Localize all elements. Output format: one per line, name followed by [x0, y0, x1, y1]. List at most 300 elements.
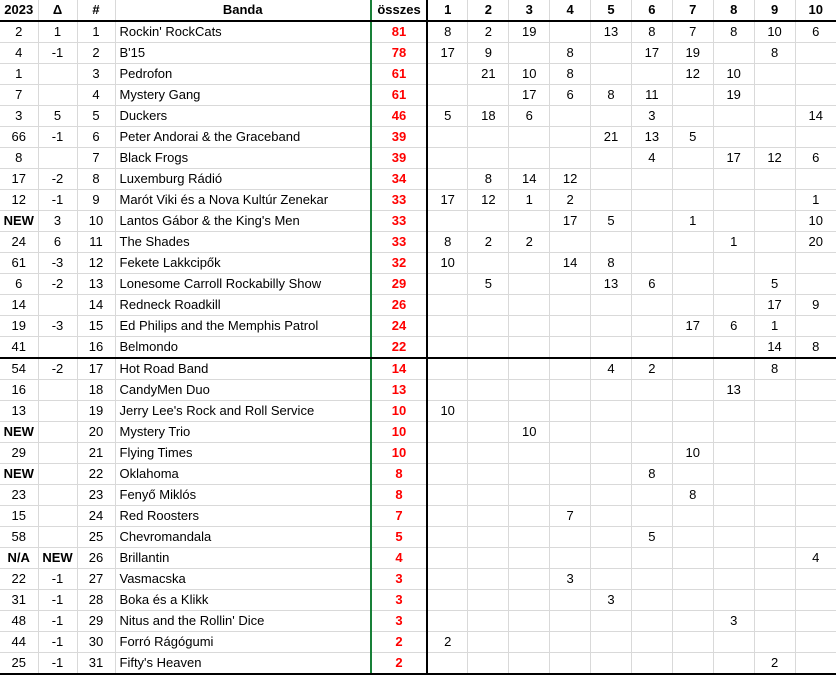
total-points-cell[interactable]: 14 [371, 358, 427, 380]
month-column-header[interactable]: 6 [631, 0, 672, 21]
delta-cell[interactable] [38, 422, 77, 443]
month-points-cell[interactable] [427, 127, 468, 148]
month-points-cell[interactable] [672, 590, 713, 611]
total-points-cell[interactable]: 5 [371, 527, 427, 548]
month-points-cell[interactable] [509, 148, 550, 169]
delta-cell[interactable] [38, 464, 77, 485]
month-points-cell[interactable]: 8 [713, 21, 754, 43]
month-points-cell[interactable] [631, 485, 672, 506]
month-column-header[interactable]: 1 [427, 0, 468, 21]
month-points-cell[interactable] [591, 548, 632, 569]
month-points-cell[interactable] [550, 422, 591, 443]
total-points-cell[interactable]: 33 [371, 190, 427, 211]
month-column-header[interactable]: 10 [795, 0, 836, 21]
month-points-cell[interactable] [427, 590, 468, 611]
month-points-cell[interactable] [427, 527, 468, 548]
month-points-cell[interactable] [591, 443, 632, 464]
total-points-cell[interactable]: 3 [371, 569, 427, 590]
prev-year-rank-cell[interactable]: NEW [0, 422, 38, 443]
month-points-cell[interactable] [713, 295, 754, 316]
prev-year-rank-cell[interactable]: 48 [0, 611, 38, 632]
month-points-cell[interactable]: 10 [509, 64, 550, 85]
month-points-cell[interactable] [468, 337, 509, 359]
month-points-cell[interactable] [713, 274, 754, 295]
month-points-cell[interactable]: 17 [509, 85, 550, 106]
month-points-cell[interactable] [509, 527, 550, 548]
delta-cell[interactable] [38, 527, 77, 548]
month-points-cell[interactable] [591, 295, 632, 316]
delta-cell[interactable]: -1 [38, 611, 77, 632]
month-points-cell[interactable] [427, 211, 468, 232]
month-points-cell[interactable] [468, 85, 509, 106]
month-points-cell[interactable] [550, 106, 591, 127]
month-points-cell[interactable]: 10 [427, 253, 468, 274]
month-points-cell[interactable] [713, 590, 754, 611]
month-points-cell[interactable] [713, 106, 754, 127]
delta-cell[interactable] [38, 401, 77, 422]
month-points-cell[interactable]: 8 [631, 464, 672, 485]
month-points-cell[interactable] [509, 443, 550, 464]
month-points-cell[interactable] [550, 611, 591, 632]
month-points-cell[interactable]: 18 [468, 106, 509, 127]
month-points-cell[interactable] [754, 422, 795, 443]
rank-cell[interactable]: 26 [77, 548, 115, 569]
month-points-cell[interactable] [631, 169, 672, 190]
prev-year-rank-cell[interactable]: 1 [0, 64, 38, 85]
prev-year-rank-cell[interactable]: 23 [0, 485, 38, 506]
month-points-cell[interactable] [468, 316, 509, 337]
month-points-cell[interactable]: 2 [427, 632, 468, 653]
delta-cell[interactable]: 6 [38, 232, 77, 253]
rank-cell[interactable]: 25 [77, 527, 115, 548]
month-points-cell[interactable] [427, 169, 468, 190]
total-points-cell[interactable]: 10 [371, 401, 427, 422]
rank-cell[interactable]: 7 [77, 148, 115, 169]
total-points-cell[interactable]: 7 [371, 506, 427, 527]
prev-year-rank-cell[interactable]: 31 [0, 590, 38, 611]
prev-year-rank-cell[interactable]: 6 [0, 274, 38, 295]
month-points-cell[interactable]: 21 [468, 64, 509, 85]
month-points-cell[interactable] [427, 295, 468, 316]
month-points-cell[interactable] [509, 569, 550, 590]
month-points-cell[interactable] [631, 632, 672, 653]
month-points-cell[interactable] [591, 169, 632, 190]
delta-cell[interactable]: -1 [38, 190, 77, 211]
month-points-cell[interactable] [672, 632, 713, 653]
total-points-cell[interactable]: 26 [371, 295, 427, 316]
total-points-cell[interactable]: 2 [371, 632, 427, 653]
month-points-cell[interactable] [427, 422, 468, 443]
month-points-cell[interactable] [795, 169, 836, 190]
month-points-cell[interactable] [754, 127, 795, 148]
month-points-cell[interactable] [795, 485, 836, 506]
total-points-cell[interactable]: 81 [371, 21, 427, 43]
month-points-cell[interactable]: 1 [672, 211, 713, 232]
month-points-cell[interactable]: 17 [427, 190, 468, 211]
month-points-cell[interactable] [631, 611, 672, 632]
month-points-cell[interactable]: 14 [754, 337, 795, 359]
month-points-cell[interactable] [550, 127, 591, 148]
band-name-cell[interactable]: Marót Viki és a Nova Kultúr Zenekar [115, 190, 371, 211]
delta-cell[interactable] [38, 380, 77, 401]
month-points-cell[interactable] [672, 401, 713, 422]
month-points-cell[interactable]: 8 [550, 64, 591, 85]
month-points-cell[interactable]: 17 [427, 43, 468, 64]
month-points-cell[interactable] [427, 85, 468, 106]
prev-year-rank-cell[interactable]: 3 [0, 106, 38, 127]
prev-year-rank-cell[interactable]: 16 [0, 380, 38, 401]
delta-cell[interactable]: -1 [38, 569, 77, 590]
rank-cell[interactable]: 11 [77, 232, 115, 253]
month-points-cell[interactable] [713, 464, 754, 485]
month-points-cell[interactable] [631, 506, 672, 527]
prev-year-rank-cell[interactable]: 8 [0, 148, 38, 169]
month-points-cell[interactable] [713, 337, 754, 359]
delta-cell[interactable]: 3 [38, 211, 77, 232]
month-points-cell[interactable]: 12 [754, 148, 795, 169]
month-points-cell[interactable] [631, 253, 672, 274]
month-points-cell[interactable] [795, 590, 836, 611]
month-points-cell[interactable] [509, 548, 550, 569]
band-name-cell[interactable]: Forró Rágógumi [115, 632, 371, 653]
month-points-cell[interactable] [427, 569, 468, 590]
prev-year-rank-cell[interactable]: 22 [0, 569, 38, 590]
delta-cell[interactable]: -1 [38, 127, 77, 148]
rank-cell[interactable]: 1 [77, 21, 115, 43]
month-points-cell[interactable] [672, 148, 713, 169]
month-points-cell[interactable] [509, 211, 550, 232]
rank-cell[interactable]: 18 [77, 380, 115, 401]
month-points-cell[interactable]: 5 [631, 527, 672, 548]
month-points-cell[interactable] [631, 295, 672, 316]
month-points-cell[interactable] [631, 232, 672, 253]
delta-cell[interactable]: -1 [38, 590, 77, 611]
month-points-cell[interactable]: 5 [591, 211, 632, 232]
total-points-cell[interactable]: 29 [371, 274, 427, 295]
month-points-cell[interactable] [754, 464, 795, 485]
month-points-cell[interactable] [672, 232, 713, 253]
month-points-cell[interactable]: 10 [672, 443, 713, 464]
month-points-cell[interactable]: 8 [550, 43, 591, 64]
month-points-cell[interactable] [550, 443, 591, 464]
prev-year-rank-cell[interactable]: 58 [0, 527, 38, 548]
month-points-cell[interactable]: 3 [591, 590, 632, 611]
year-column-header[interactable]: 2023 [0, 0, 38, 21]
month-points-cell[interactable] [795, 464, 836, 485]
month-points-cell[interactable] [509, 274, 550, 295]
month-points-cell[interactable] [672, 169, 713, 190]
month-points-cell[interactable]: 2 [754, 653, 795, 675]
prev-year-rank-cell[interactable]: 66 [0, 127, 38, 148]
month-points-cell[interactable]: 21 [591, 127, 632, 148]
band-name-cell[interactable]: Mystery Gang [115, 85, 371, 106]
month-points-cell[interactable] [795, 506, 836, 527]
total-points-cell[interactable]: 46 [371, 106, 427, 127]
month-points-cell[interactable] [468, 148, 509, 169]
month-points-cell[interactable] [550, 401, 591, 422]
rank-cell[interactable]: 29 [77, 611, 115, 632]
total-points-cell[interactable]: 39 [371, 127, 427, 148]
month-points-cell[interactable] [631, 590, 672, 611]
month-points-cell[interactable] [591, 106, 632, 127]
delta-cell[interactable] [38, 85, 77, 106]
month-points-cell[interactable]: 8 [591, 253, 632, 274]
month-points-cell[interactable] [713, 485, 754, 506]
rank-cell[interactable]: 6 [77, 127, 115, 148]
band-name-cell[interactable]: Fifty's Heaven [115, 653, 371, 675]
month-points-cell[interactable] [672, 358, 713, 380]
month-points-cell[interactable] [591, 527, 632, 548]
month-points-cell[interactable] [795, 611, 836, 632]
month-points-cell[interactable] [672, 527, 713, 548]
rank-cell[interactable]: 3 [77, 64, 115, 85]
month-points-cell[interactable] [427, 485, 468, 506]
month-points-cell[interactable] [754, 401, 795, 422]
month-points-cell[interactable] [795, 653, 836, 675]
month-points-cell[interactable] [672, 569, 713, 590]
month-points-cell[interactable] [468, 422, 509, 443]
month-points-cell[interactable] [591, 43, 632, 64]
delta-column-header[interactable]: Δ [38, 0, 77, 21]
rank-cell[interactable]: 23 [77, 485, 115, 506]
band-name-cell[interactable]: Brillantin [115, 548, 371, 569]
total-points-cell[interactable]: 33 [371, 232, 427, 253]
month-points-cell[interactable] [468, 464, 509, 485]
rank-cell[interactable]: 21 [77, 443, 115, 464]
month-points-cell[interactable] [468, 548, 509, 569]
month-points-cell[interactable] [713, 527, 754, 548]
month-points-cell[interactable]: 2 [468, 232, 509, 253]
total-points-cell[interactable]: 10 [371, 443, 427, 464]
total-points-cell[interactable]: 33 [371, 211, 427, 232]
band-name-cell[interactable]: Peter Andorai & the Graceband [115, 127, 371, 148]
delta-cell[interactable]: -2 [38, 274, 77, 295]
month-points-cell[interactable]: 17 [631, 43, 672, 64]
month-points-cell[interactable]: 6 [795, 21, 836, 43]
prev-year-rank-cell[interactable]: 13 [0, 401, 38, 422]
month-points-cell[interactable] [672, 274, 713, 295]
rank-cell[interactable]: 30 [77, 632, 115, 653]
month-points-cell[interactable] [550, 295, 591, 316]
month-points-cell[interactable] [550, 653, 591, 675]
delta-cell[interactable]: 1 [38, 21, 77, 43]
band-column-header[interactable]: Banda [115, 0, 371, 21]
band-name-cell[interactable]: Luxemburg Rádió [115, 169, 371, 190]
month-points-cell[interactable]: 13 [631, 127, 672, 148]
prev-year-rank-cell[interactable]: 29 [0, 443, 38, 464]
band-name-cell[interactable]: Chevromandala [115, 527, 371, 548]
month-points-cell[interactable] [754, 506, 795, 527]
month-points-cell[interactable] [468, 632, 509, 653]
month-points-cell[interactable]: 10 [795, 211, 836, 232]
band-name-cell[interactable]: Fenyő Miklós [115, 485, 371, 506]
month-column-header[interactable]: 7 [672, 0, 713, 21]
prev-year-rank-cell[interactable]: 12 [0, 190, 38, 211]
month-points-cell[interactable] [509, 485, 550, 506]
month-points-cell[interactable] [591, 380, 632, 401]
prev-year-rank-cell[interactable]: 14 [0, 295, 38, 316]
month-points-cell[interactable] [795, 569, 836, 590]
delta-cell[interactable]: NEW [38, 548, 77, 569]
delta-cell[interactable]: -2 [38, 169, 77, 190]
month-points-cell[interactable]: 8 [795, 337, 836, 359]
delta-cell[interactable]: -3 [38, 253, 77, 274]
month-points-cell[interactable] [591, 337, 632, 359]
month-points-cell[interactable]: 1 [713, 232, 754, 253]
month-points-cell[interactable]: 7 [672, 21, 713, 43]
month-points-cell[interactable]: 6 [713, 316, 754, 337]
month-points-cell[interactable] [468, 127, 509, 148]
month-points-cell[interactable] [468, 401, 509, 422]
band-name-cell[interactable]: Boka és a Klikk [115, 590, 371, 611]
prev-year-rank-cell[interactable]: 7 [0, 85, 38, 106]
delta-cell[interactable]: -2 [38, 358, 77, 380]
month-points-cell[interactable] [509, 43, 550, 64]
month-points-cell[interactable] [754, 169, 795, 190]
month-points-cell[interactable] [427, 316, 468, 337]
month-points-cell[interactable] [754, 632, 795, 653]
band-name-cell[interactable]: Nitus and the Rollin' Dice [115, 611, 371, 632]
month-points-cell[interactable]: 8 [754, 43, 795, 64]
total-points-cell[interactable]: 61 [371, 85, 427, 106]
month-points-cell[interactable] [631, 443, 672, 464]
month-points-cell[interactable] [754, 64, 795, 85]
month-points-cell[interactable] [509, 632, 550, 653]
month-points-cell[interactable] [631, 569, 672, 590]
month-points-cell[interactable]: 1 [754, 316, 795, 337]
month-points-cell[interactable]: 8 [427, 21, 468, 43]
month-points-cell[interactable] [631, 548, 672, 569]
month-points-cell[interactable] [591, 148, 632, 169]
prev-year-rank-cell[interactable]: 41 [0, 337, 38, 359]
month-points-cell[interactable] [672, 464, 713, 485]
month-points-cell[interactable]: 17 [754, 295, 795, 316]
month-points-cell[interactable] [591, 569, 632, 590]
month-points-cell[interactable] [550, 21, 591, 43]
prev-year-rank-cell[interactable]: 17 [0, 169, 38, 190]
month-points-cell[interactable] [631, 401, 672, 422]
month-points-cell[interactable] [713, 548, 754, 569]
month-points-cell[interactable]: 4 [591, 358, 632, 380]
month-points-cell[interactable] [591, 632, 632, 653]
band-name-cell[interactable]: Lonesome Carroll Rockabilly Show [115, 274, 371, 295]
month-points-cell[interactable] [754, 253, 795, 274]
month-points-cell[interactable] [468, 295, 509, 316]
delta-cell[interactable] [38, 295, 77, 316]
month-points-cell[interactable] [550, 485, 591, 506]
month-points-cell[interactable] [754, 232, 795, 253]
month-points-cell[interactable] [672, 337, 713, 359]
month-points-cell[interactable] [550, 590, 591, 611]
band-name-cell[interactable]: Duckers [115, 106, 371, 127]
month-points-cell[interactable] [427, 274, 468, 295]
month-points-cell[interactable] [468, 380, 509, 401]
month-points-cell[interactable]: 9 [795, 295, 836, 316]
month-points-cell[interactable]: 2 [631, 358, 672, 380]
month-points-cell[interactable]: 7 [550, 506, 591, 527]
month-points-cell[interactable]: 13 [713, 380, 754, 401]
total-column-header[interactable]: összes [371, 0, 427, 21]
month-points-cell[interactable] [631, 380, 672, 401]
band-name-cell[interactable]: Rockin' RockCats [115, 21, 371, 43]
month-points-cell[interactable] [427, 548, 468, 569]
month-points-cell[interactable] [509, 611, 550, 632]
total-points-cell[interactable]: 34 [371, 169, 427, 190]
delta-cell[interactable]: -3 [38, 316, 77, 337]
band-name-cell[interactable]: Pedrofon [115, 64, 371, 85]
rank-cell[interactable]: 20 [77, 422, 115, 443]
delta-cell[interactable]: -1 [38, 43, 77, 64]
month-points-cell[interactable] [509, 653, 550, 675]
month-points-cell[interactable] [509, 590, 550, 611]
delta-cell[interactable]: 5 [38, 106, 77, 127]
prev-year-rank-cell[interactable]: 2 [0, 21, 38, 43]
month-points-cell[interactable] [550, 337, 591, 359]
month-points-cell[interactable]: 20 [795, 232, 836, 253]
rank-cell[interactable]: 27 [77, 569, 115, 590]
month-points-cell[interactable] [427, 337, 468, 359]
month-points-cell[interactable] [550, 548, 591, 569]
band-name-cell[interactable]: Vasmacska [115, 569, 371, 590]
month-points-cell[interactable] [550, 358, 591, 380]
month-points-cell[interactable]: 5 [672, 127, 713, 148]
rank-cell[interactable]: 12 [77, 253, 115, 274]
month-points-cell[interactable] [795, 527, 836, 548]
band-name-cell[interactable]: Belmondo [115, 337, 371, 359]
rank-cell[interactable]: 28 [77, 590, 115, 611]
month-points-cell[interactable]: 5 [468, 274, 509, 295]
month-points-cell[interactable] [713, 127, 754, 148]
band-name-cell[interactable]: Red Roosters [115, 506, 371, 527]
month-points-cell[interactable]: 6 [550, 85, 591, 106]
month-column-header[interactable]: 2 [468, 0, 509, 21]
month-points-cell[interactable] [754, 611, 795, 632]
month-points-cell[interactable] [631, 316, 672, 337]
month-points-cell[interactable] [754, 590, 795, 611]
month-points-cell[interactable]: 17 [713, 148, 754, 169]
month-column-header[interactable]: 3 [509, 0, 550, 21]
month-points-cell[interactable] [468, 211, 509, 232]
month-points-cell[interactable] [509, 253, 550, 274]
month-points-cell[interactable] [713, 443, 754, 464]
month-points-cell[interactable]: 11 [631, 85, 672, 106]
month-points-cell[interactable]: 8 [672, 485, 713, 506]
total-points-cell[interactable]: 13 [371, 380, 427, 401]
month-points-cell[interactable] [550, 148, 591, 169]
month-points-cell[interactable] [427, 443, 468, 464]
rank-cell[interactable]: 2 [77, 43, 115, 64]
month-points-cell[interactable]: 8 [631, 21, 672, 43]
month-points-cell[interactable]: 14 [509, 169, 550, 190]
month-points-cell[interactable] [591, 485, 632, 506]
month-points-cell[interactable]: 8 [754, 358, 795, 380]
month-points-cell[interactable] [754, 85, 795, 106]
month-points-cell[interactable] [468, 569, 509, 590]
month-points-cell[interactable] [468, 443, 509, 464]
month-points-cell[interactable] [672, 548, 713, 569]
month-points-cell[interactable]: 8 [468, 169, 509, 190]
month-points-cell[interactable] [795, 274, 836, 295]
rank-cell[interactable]: 16 [77, 337, 115, 359]
month-column-header[interactable]: 8 [713, 0, 754, 21]
band-name-cell[interactable]: Hot Road Band [115, 358, 371, 380]
month-points-cell[interactable] [631, 422, 672, 443]
month-points-cell[interactable]: 10 [427, 401, 468, 422]
month-points-cell[interactable] [754, 548, 795, 569]
month-points-cell[interactable] [468, 527, 509, 548]
month-points-cell[interactable]: 3 [713, 611, 754, 632]
total-points-cell[interactable]: 24 [371, 316, 427, 337]
